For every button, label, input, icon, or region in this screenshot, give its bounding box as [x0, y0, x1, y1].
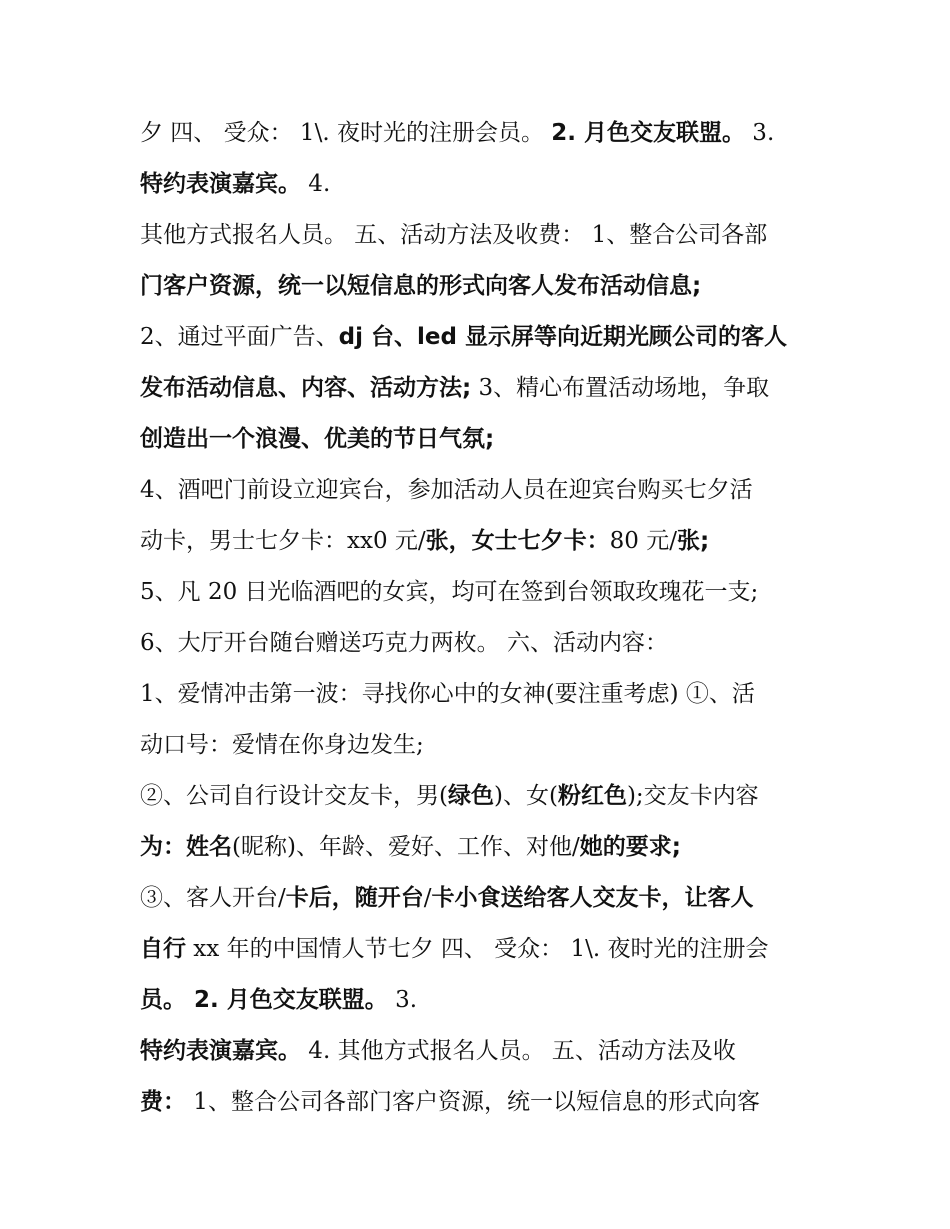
text-segment: 为：姓名	[140, 834, 232, 860]
text-segment: ②、公司自行设计交友卡，男(	[140, 783, 448, 809]
text-segment: 卡后，随开台	[285, 885, 424, 911]
text-segment: 夕 四、 受众： 1\. 夜时光的注册会员。	[140, 120, 552, 146]
text-segment: 绿色	[447, 783, 494, 809]
text-segment: 张;	[676, 528, 710, 554]
text-line	[140, 414, 830, 465]
text-line	[140, 771, 830, 822]
text-segment: dj 台、led 显示屏等向近期光顾公司的客人	[338, 324, 787, 350]
text-segment: 3、精心布置活动场地，争取	[471, 375, 770, 401]
text-line	[140, 516, 830, 567]
text-line	[140, 822, 830, 873]
text-line	[140, 312, 830, 363]
text-line	[140, 108, 830, 159]
text-segment: )、女(	[493, 783, 558, 809]
text-segment: /	[423, 885, 432, 911]
text-segment: 门客户资源，统一以短信息的形式向客人发布活动信息;	[140, 273, 702, 299]
text-line	[140, 1026, 830, 1077]
text-segment: xx 年的中国情人节七夕 四、 受众： 1\. 夜时光的注册会	[186, 936, 769, 962]
text-segment: 2. 月色交友联盟。	[551, 120, 745, 146]
text-segment: );交友卡内容	[626, 783, 759, 809]
text-line	[140, 924, 830, 975]
text-line	[140, 261, 830, 312]
text-segment: 动卡，男士七夕卡：xx0 元/	[140, 528, 426, 554]
text-segment: 卡小食送给客人交友卡，让客人	[431, 885, 754, 911]
text-segment: 2、通过平面广告、	[140, 324, 339, 350]
text-line	[140, 618, 830, 669]
text-segment: 3.	[387, 987, 418, 1013]
text-segment: 6、大厅开台随台赠送巧克力两枚。 六、活动内容：	[140, 630, 668, 656]
text-segment: 创造出一个浪漫、优美的节日气氛;	[140, 426, 495, 452]
text-segment: 员。 2. 月色交友联盟。	[140, 987, 388, 1013]
text-line	[140, 465, 830, 516]
text-segment: 她的要求;	[579, 834, 681, 860]
text-segment: 其他方式报名人员。 五、活动方法及收费： 1、整合公司各部	[140, 222, 768, 248]
text-segment: 3.	[745, 120, 775, 146]
text-segment: 费：	[140, 1089, 186, 1115]
text-segment: 自行	[140, 936, 186, 962]
text-segment: 粉红色	[557, 783, 627, 809]
text-segment: 1、爱情冲击第一波：寻找你心中的女神(要注重考虑) ①、活	[140, 681, 755, 707]
document-body	[140, 108, 830, 1128]
text-segment: 特约表演嘉宾。	[140, 171, 301, 197]
text-line	[140, 720, 830, 771]
text-segment: 80 元/	[609, 528, 677, 554]
text-segment: 4.	[301, 171, 331, 197]
text-line	[140, 567, 830, 618]
text-line	[140, 873, 830, 924]
text-segment: 4. 其他方式报名人员。 五、活动方法及收	[301, 1038, 736, 1064]
text-segment: (昵称)、年龄、爱好、工作、对他/	[232, 834, 580, 860]
text-segment: 5、凡 20 日光临酒吧的女宾，均可在签到台领取玫瑰花一支;	[140, 579, 759, 605]
text-segment: 动口号：爱情在你身边发生;	[140, 732, 424, 758]
text-line	[140, 975, 830, 1026]
text-segment: ③、客人开台/	[140, 885, 286, 911]
text-line	[140, 363, 830, 414]
text-line	[140, 669, 830, 720]
text-segment: 4、酒吧门前设立迎宾台，参加活动人员在迎宾台购买七夕活	[140, 477, 753, 503]
text-segment: 发布活动信息、内容、活动方法;	[140, 375, 472, 401]
text-segment: 1、整合公司各部门客户资源，统一以短信息的形式向客	[186, 1089, 760, 1115]
text-segment: 张，女士七夕卡：	[425, 528, 610, 554]
text-line	[140, 1077, 830, 1128]
text-line	[140, 159, 830, 210]
text-line	[140, 210, 830, 261]
text-segment: 特约表演嘉宾。	[140, 1038, 301, 1064]
